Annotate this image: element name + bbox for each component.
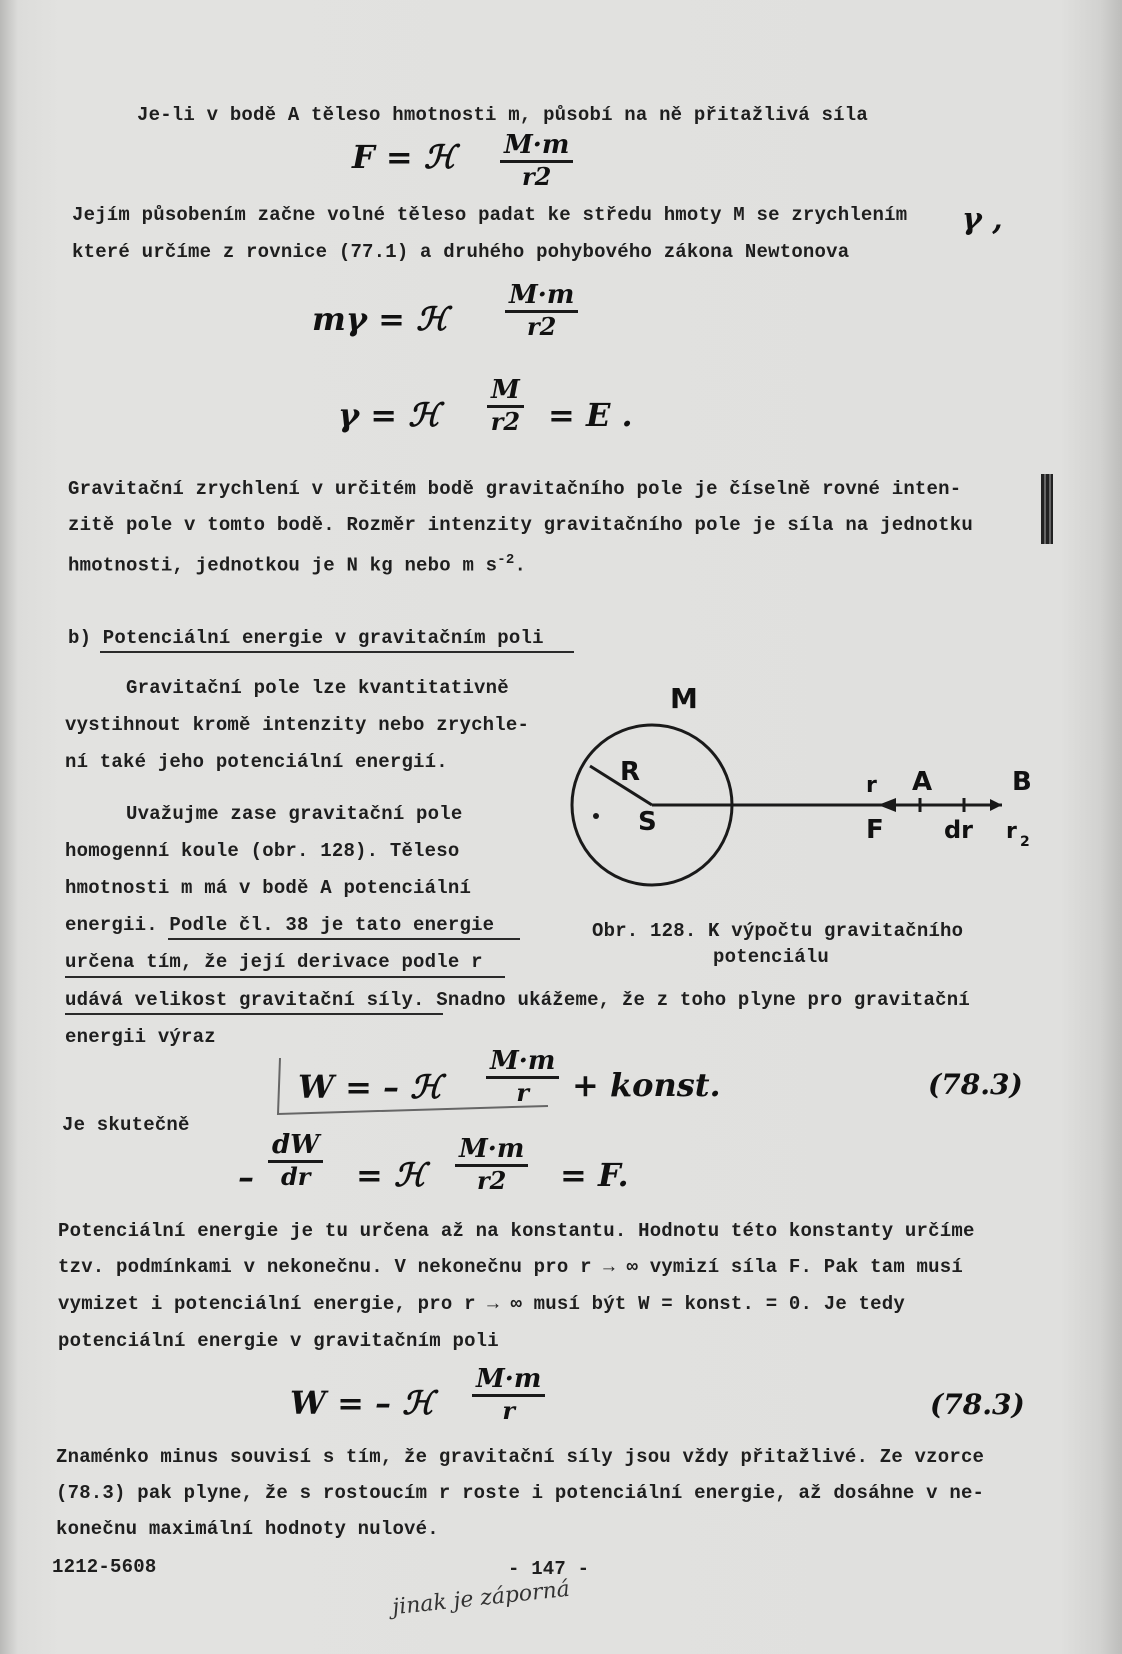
formula-W-final-lhs: W = – ℋ (290, 1384, 434, 1422)
numerator: dW (272, 1130, 320, 1160)
text-line: Je skutečně (62, 1114, 190, 1136)
label-R: R (620, 757, 641, 787)
text-line: které určíme z rovnice (77.1) a druhého pohybového zákona Newtonova (72, 241, 850, 263)
formula-bracket-mark (276, 1056, 556, 1118)
text-line: (78.3) pak plyne, že s rostoucím r roste i potenciální energie, až dosáhne v ne- (56, 1482, 985, 1504)
label-S: S (638, 807, 657, 837)
text-line: vymizet i potenciální energie, pro r → ∞ musí být W = konst. = 0. Je tedy (58, 1293, 905, 1315)
numerator: M·m (476, 1364, 542, 1394)
label-A: A (912, 767, 933, 797)
text-line: ní také jeho potenciální energií. (65, 751, 448, 773)
text-line: Je-li v bodě A těleso hmotnosti m, působí na ně přitažlivá síla (137, 104, 868, 126)
margin-mark (1041, 474, 1053, 544)
denominator: r (502, 1396, 515, 1425)
page-number: - 147 - (508, 1558, 590, 1580)
text-line: Gravitační pole lze kvantitativně (126, 677, 509, 699)
handwritten-underline (65, 1013, 443, 1015)
formula-gamma-rhs: = E . (548, 396, 633, 434)
period: . (514, 554, 527, 577)
numerator: M·m (459, 1134, 525, 1164)
section-heading: b) Potenciální energie v gravitačním poli (68, 627, 544, 649)
formula-force-lhs: F = ℋ (352, 138, 456, 176)
center-dot (593, 813, 599, 819)
text-line: Gravitační zrychlení v určitém bodě gravitačního pole je číselně rovné inten- (68, 478, 962, 500)
formula-deriv-fraction2 (455, 1134, 528, 1195)
denominator: r2 (522, 162, 552, 191)
numerator: M·m (509, 280, 575, 310)
text-run: hmotnosti, jednotkou je N kg nebo m s (68, 554, 498, 577)
text-line (68, 552, 526, 576)
handwritten-underline (65, 976, 505, 978)
label-M: M (670, 682, 698, 715)
document-code: 1212-5608 (52, 1556, 157, 1578)
denominator: r2 (527, 312, 557, 341)
text-line: konečnu maximální hodnoty nulové. (56, 1518, 439, 1540)
text-line: určena tím, že její derivace podle r (65, 951, 483, 973)
label-r2-subscript: 2 (1020, 834, 1030, 850)
label-B: B (1012, 767, 1032, 797)
formula-newton-fraction (505, 280, 578, 341)
equation-number: (78.3) (930, 1388, 1025, 1421)
text-line: tzv. podmínkami v nekonečnu. V nekonečnu pro r → ∞ vymizí síla F. Pak tam musí (58, 1256, 963, 1278)
text-line: Znaménko minus souvisí s tím, že gravitační síly jsou vždy přitažlivé. Ze vzorce (56, 1446, 985, 1468)
text-line: udává velikost gravitační síly. Snadno ukážeme, že z toho plyne pro gravitační (65, 989, 970, 1011)
formula-force-fraction (500, 130, 573, 191)
formula-W-lhs: W = – ℋ (298, 1068, 442, 1106)
text-line: energii. Podle čl. 38 je tato energie (65, 914, 495, 936)
label-dr: dr (944, 816, 974, 844)
label-F: F (866, 815, 884, 845)
formula-deriv-mid: = ℋ (356, 1156, 426, 1194)
numerator: M·m (490, 1046, 556, 1076)
text-line: vystihnout kromě intenzity nebo zrychle- (65, 714, 530, 736)
formula-W-rhs: + konst. (572, 1066, 721, 1104)
formula-gamma-lhs: γ = ℋ (338, 396, 440, 434)
denominator: r2 (477, 1166, 507, 1195)
heading-underline (100, 651, 574, 653)
text-line: Jejím působením začne volné těleso padat ke středu hmoty M se zrychlením (72, 204, 908, 226)
text-line: homogenní koule (obr. 128). Těleso (65, 840, 460, 862)
denominator: r (516, 1078, 529, 1107)
figure-128-diagram (560, 680, 1040, 895)
exponent: -2 (497, 552, 515, 568)
denominator: dr (280, 1162, 311, 1191)
formula-W-final-fraction (472, 1364, 545, 1425)
label-r2: r (1006, 819, 1017, 844)
text-line: Uvažujme zase gravitační pole (126, 803, 463, 825)
label-r: r (866, 773, 877, 798)
equation-number: (78.3) (928, 1068, 1023, 1101)
text-line: hmotnosti m má v bodě A potenciální (65, 877, 472, 899)
force-arrow-icon (878, 798, 896, 812)
text-line: potenciální energie v gravitačním poli (58, 1330, 499, 1352)
figure-caption: Obr. 128. K výpočtu gravitačního (592, 920, 964, 942)
formula-deriv-rhs: = F. (560, 1156, 629, 1194)
numerator: M (491, 375, 520, 405)
formula-deriv-fraction (268, 1130, 323, 1191)
handwritten-note: jinak je záporná (391, 1576, 571, 1621)
text-line: energii výraz (65, 1026, 216, 1048)
handwritten-underline (168, 938, 520, 940)
figure-caption: potenciálu (713, 946, 830, 968)
text-line: zitě pole v tomto bodě. Rozměr intenzity gravitačního pole je síla na jednotku (68, 514, 973, 536)
formula-gamma-fraction (487, 375, 524, 436)
formula-deriv-minus: – (238, 1158, 254, 1196)
formula-newton-lhs: mγ = ℋ (312, 300, 448, 338)
numerator: M·m (504, 130, 570, 160)
text-line: Potenciální energie je tu určena až na konstantu. Hodnotu této konstanty určíme (58, 1220, 975, 1242)
gamma-symbol: γ , (962, 202, 1003, 237)
end-arrow-icon (990, 799, 1002, 811)
denominator: r2 (490, 407, 521, 436)
